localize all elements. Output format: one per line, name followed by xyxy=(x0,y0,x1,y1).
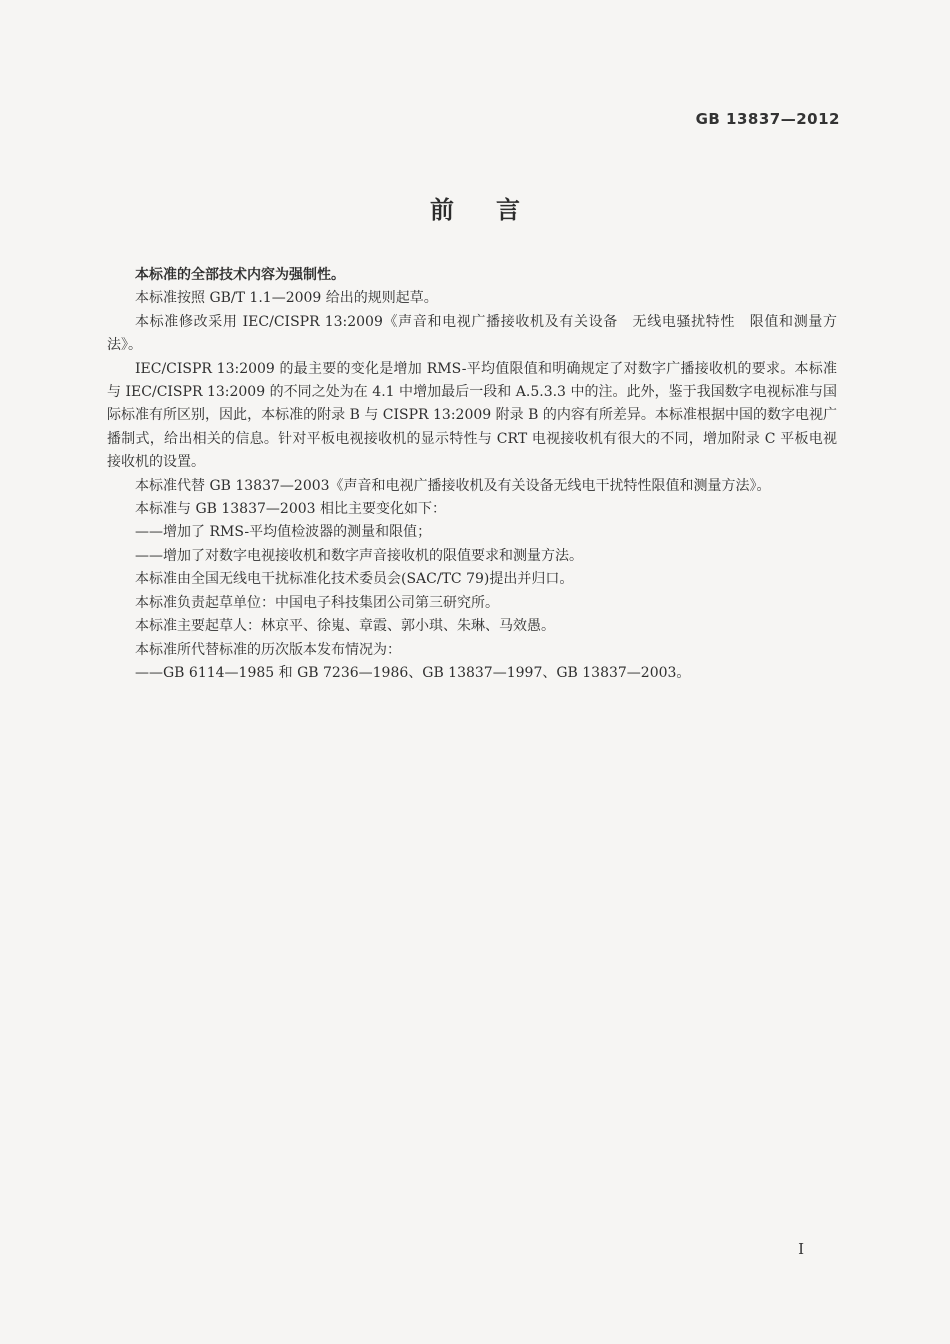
paragraph-drafting-rules: 本标准按照 GB/T 1.1—2009 给出的规则起草。 xyxy=(135,290,438,307)
page-number: I xyxy=(798,1240,804,1258)
standard-number: GB 13837—2012 xyxy=(695,110,840,128)
paragraph-proposed-by: 本标准由全国无线电干扰标准化技术委员会(SAC/TC 79)提出并归口。 xyxy=(135,571,574,588)
paragraph-drafting-unit: 本标准负责起草单位：中国电子科技集团公司第三研究所。 xyxy=(135,594,499,611)
paragraph-history: 本标准所代替标准的历次版本发布情况为： xyxy=(135,641,401,658)
list-item: ——GB 6114—1985 和 GB 7236—1986、GB 13837—1997、GB 13837—2003。 xyxy=(135,664,691,681)
paragraph-drafters: 本标准主要起草人：林京平、徐嵬、章霞、郭小琪、朱琳、马效愚。 xyxy=(135,618,555,635)
foreword-body xyxy=(107,264,837,685)
paragraph-mandatory: 本标准的全部技术内容为强制性。 xyxy=(135,267,345,283)
paragraph-replaces: 本标准代替 GB 13837—2003《声音和电视广播接收机及有关设备无线电干扰特性限值和测量方法》。 xyxy=(135,477,771,494)
paragraph-changes-iec: IEC/CISPR 13:2009 的最主要的变化是增加 RMS-平均值限值和明确规定了对数字广播接收机的要求。本标准与 IEC/CISPR 13:2009 的不同之处为在 4.1 中增加最后一段和 A.5.3.3 中的注。此外，鉴于我国数字电视标准与国际标准有所区别，因此，本标准的附录 B 与 CISPR 13:2009 附录 B 的内容有所差异。本标准根据中国的数字电视广播制式，给出相关的信息。针对平板电视接收机的显示特性与 CRT 电视接收机有很大的不同，增加附录 C 平板电视接收机的设置。 xyxy=(107,360,837,471)
list-item: ——增加了 RMS-平均值检波器的测量和限值； xyxy=(135,524,432,541)
page-title: 前言 xyxy=(430,196,562,224)
paragraph-adoption: 本标准修改采用 IEC/CISPR 13:2009《声音和电视广播接收机及有关设备 无线电骚扰特性 限值和测量方法》。 xyxy=(107,313,837,354)
paragraph-main-changes: 本标准与 GB 13837—2003 相比主要变化如下： xyxy=(135,501,446,518)
list-item: ——增加了对数字电视接收机和数字声音接收机的限值要求和测量方法。 xyxy=(135,547,583,564)
